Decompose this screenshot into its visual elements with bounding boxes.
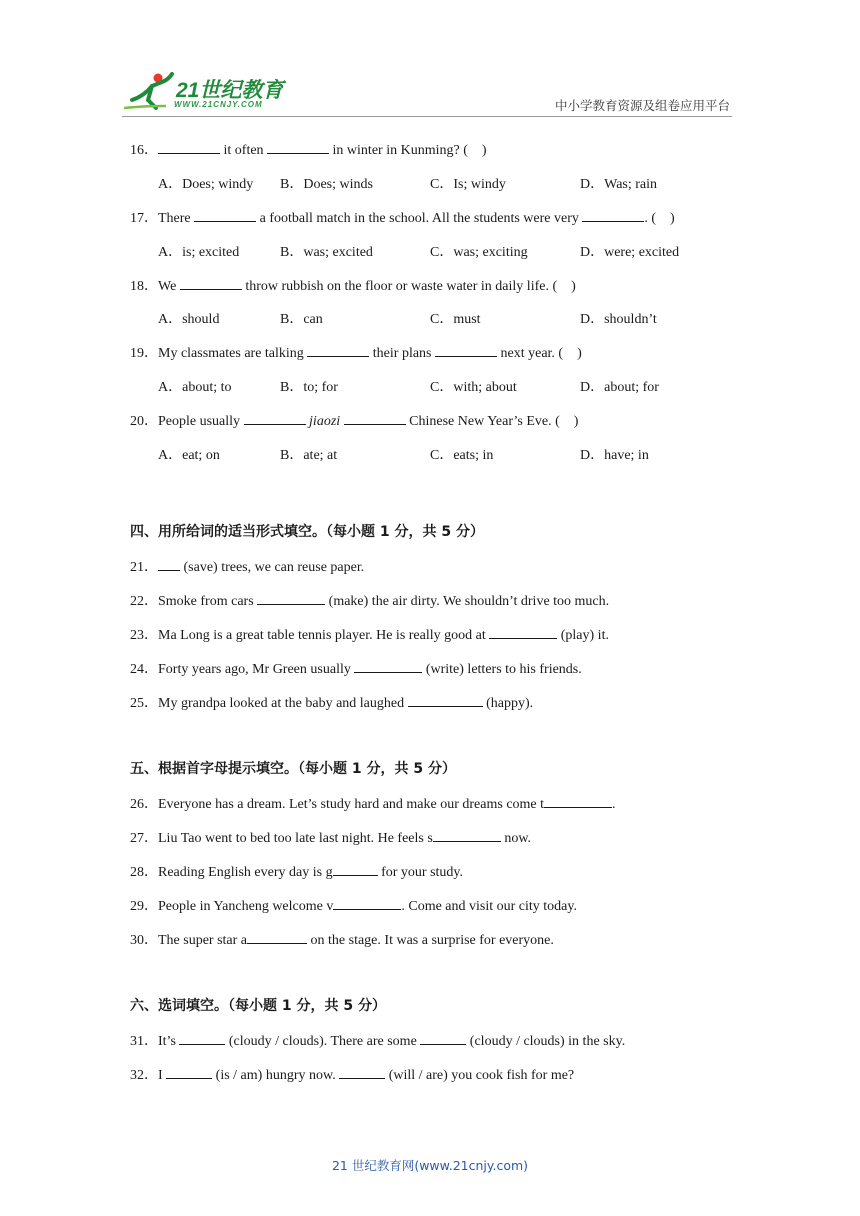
question-28 <box>130 861 463 881</box>
question-text: . Come and visit our city today. <box>401 899 577 914</box>
question-text: Everyone has a dream. Let’s study hard and make our dreams come t <box>158 797 545 812</box>
question-text: (cloudy / clouds) in the sky. <box>466 1034 626 1049</box>
option-d[interactable]: D．have; in <box>580 448 649 463</box>
option-c[interactable]: C．Is; windy <box>430 177 506 192</box>
question-23 <box>130 624 609 644</box>
question-text: (save) trees, we can reuse paper. <box>180 560 365 575</box>
answer-blank[interactable] <box>244 412 306 425</box>
answer-blank[interactable] <box>344 412 406 425</box>
question-text: (write) letters to his friends. <box>422 662 582 677</box>
answer-blank[interactable] <box>166 1066 212 1079</box>
question-text: My classmates are talking <box>158 346 308 361</box>
question-text: . <box>612 797 616 812</box>
question-text: We <box>158 279 180 294</box>
option-b[interactable]: B．to; for <box>280 380 338 395</box>
question-26 <box>130 793 616 813</box>
question-number: 25． <box>130 696 158 711</box>
question-text: next year. ( ) <box>497 346 582 361</box>
options-16 <box>158 173 778 191</box>
italic-word: jiaozi <box>309 414 341 429</box>
header-platform-text: 中小学教育资源及组卷应用平台 <box>554 98 730 113</box>
question-25 <box>130 692 533 712</box>
question-21 <box>130 556 364 576</box>
question-number: 29． <box>130 899 158 914</box>
question-text: in winter in Kunming? ( ) <box>329 143 487 158</box>
answer-blank[interactable] <box>489 626 557 639</box>
question-18 <box>130 275 576 295</box>
question-22 <box>130 590 609 610</box>
question-text: People in Yancheng welcome v <box>158 899 334 914</box>
question-number: 17． <box>130 211 158 226</box>
option-b[interactable]: B．Does; winds <box>280 177 373 192</box>
question-number: 30． <box>130 933 158 948</box>
answer-blank[interactable] <box>420 1032 466 1045</box>
option-c[interactable]: C．must <box>430 312 481 327</box>
answer-blank[interactable] <box>194 209 256 222</box>
answer-blank[interactable] <box>354 660 422 673</box>
answer-blank[interactable] <box>435 344 497 357</box>
question-text: for your study. <box>377 865 463 880</box>
answer-blank[interactable] <box>339 1066 385 1079</box>
runner-logo-icon <box>122 70 178 112</box>
options-19 <box>158 376 778 394</box>
answer-blank[interactable] <box>333 897 401 910</box>
answer-blank[interactable] <box>158 141 220 154</box>
question-number: 16． <box>130 143 158 158</box>
section-6-title: 六、选词填空。（每小题 1 分，共 5 分） <box>130 998 386 1014</box>
question-number: 28． <box>130 865 158 880</box>
logo-url-text: WWW.21CNJY.COM <box>174 100 263 109</box>
question-17 <box>130 207 675 227</box>
option-c[interactable]: C．eats; in <box>430 448 494 463</box>
question-number: 23． <box>130 628 158 643</box>
question-number: 32． <box>130 1068 158 1083</box>
answer-blank[interactable] <box>333 863 378 876</box>
option-d[interactable]: D．shouldn’t <box>580 312 657 327</box>
question-number: 24． <box>130 662 158 677</box>
option-d[interactable]: D．Was; rain <box>580 177 658 192</box>
answer-blank[interactable] <box>179 1032 225 1045</box>
answer-blank[interactable] <box>582 209 644 222</box>
question-text: (play) it. <box>557 628 609 643</box>
question-text: Chinese New Year’s Eve. ( ) <box>405 414 579 429</box>
logo <box>122 70 292 114</box>
question-text: Liu Tao went to bed too late last night. He feels s <box>158 831 433 846</box>
option-b[interactable]: B．was; excited <box>280 245 373 260</box>
logo-text: 21世纪教育 <box>176 79 284 102</box>
question-number: 18． <box>130 279 158 294</box>
question-text: their plans <box>369 346 436 361</box>
question-31 <box>130 1030 625 1050</box>
question-30 <box>130 929 554 949</box>
answer-blank[interactable] <box>180 277 242 290</box>
option-a[interactable]: A．about; to <box>158 380 232 395</box>
question-number: 31． <box>130 1034 158 1049</box>
question-27 <box>130 827 531 847</box>
answer-blank[interactable] <box>158 558 180 571</box>
question-text: (happy). <box>482 696 534 711</box>
question-text: It’s <box>158 1034 180 1049</box>
question-text: Reading English every day is g <box>158 865 333 880</box>
question-number: 20． <box>130 414 158 429</box>
option-b[interactable]: B．can <box>280 312 323 327</box>
page-header <box>0 0 860 120</box>
answer-blank[interactable] <box>408 694 483 707</box>
option-a[interactable]: A．eat; on <box>158 448 220 463</box>
question-number: 19． <box>130 346 158 361</box>
page-footer[interactable]: 21 世纪教育网(www.21cnjy.com) <box>331 1158 529 1173</box>
header-divider <box>122 116 732 117</box>
question-text: (make) the air dirty. We shouldn’t drive too much. <box>325 594 610 609</box>
options-17 <box>158 241 778 259</box>
question-text: it often <box>220 143 268 158</box>
option-d[interactable]: D．about; for <box>580 380 659 395</box>
question-number: 27． <box>130 831 158 846</box>
question-text: (cloudy / clouds). There are some <box>225 1034 421 1049</box>
answer-blank[interactable] <box>544 795 612 808</box>
question-text: . ( ) <box>644 211 675 226</box>
option-a[interactable]: A．is; excited <box>158 245 240 260</box>
answer-blank[interactable] <box>267 141 329 154</box>
question-32 <box>130 1064 574 1084</box>
question-text: There <box>158 211 195 226</box>
question-text: Forty years ago, Mr Green usually <box>158 662 355 677</box>
question-text: The super star a <box>158 933 248 948</box>
question-text: People usually <box>158 414 244 429</box>
question-text: (will / are) you cook fish for me? <box>385 1068 575 1083</box>
answer-blank[interactable] <box>247 931 307 944</box>
option-d[interactable]: D．were; excited <box>580 245 680 260</box>
question-text: My grandpa looked at the baby and laughed <box>158 696 408 711</box>
answer-blank[interactable] <box>307 344 369 357</box>
question-number: 22． <box>130 594 158 609</box>
options-18 <box>158 308 778 326</box>
question-text: now. <box>500 831 532 846</box>
question-number: 21． <box>130 560 158 575</box>
option-b[interactable]: B．ate; at <box>280 448 338 463</box>
question-text: on the stage. It was a surprise for everyone. <box>307 933 554 948</box>
question-text: I <box>158 1068 167 1083</box>
question-number: 26． <box>130 797 158 812</box>
question-text: Ma Long is a great table tennis player. He is really good at <box>158 628 490 643</box>
option-c[interactable]: C．was; exciting <box>430 245 528 260</box>
section-4-title: 四、用所给词的适当形式填空。（每小题 1 分，共 5 分） <box>130 524 484 540</box>
answer-blank[interactable] <box>257 592 325 605</box>
question-24 <box>130 658 582 678</box>
options-20 <box>158 444 778 462</box>
option-a[interactable]: A．Does; windy <box>158 177 254 192</box>
option-c[interactable]: C．with; about <box>430 380 517 395</box>
answer-blank[interactable] <box>433 829 501 842</box>
question-text: Smoke from cars <box>158 594 258 609</box>
question-16 <box>130 139 487 159</box>
question-text: a football match in the school. All the students were very <box>256 211 583 226</box>
question-20 <box>130 410 578 430</box>
section-5-title: 五、根据首字母提示填空。（每小题 1 分，共 5 分） <box>130 761 456 777</box>
question-text: throw rubbish on the floor or waste water in daily life. ( ) <box>241 279 576 294</box>
question-text: (is / am) hungry now. <box>212 1068 340 1083</box>
question-19 <box>130 342 582 362</box>
option-a[interactable]: A．should <box>158 312 220 327</box>
question-29 <box>130 895 577 915</box>
